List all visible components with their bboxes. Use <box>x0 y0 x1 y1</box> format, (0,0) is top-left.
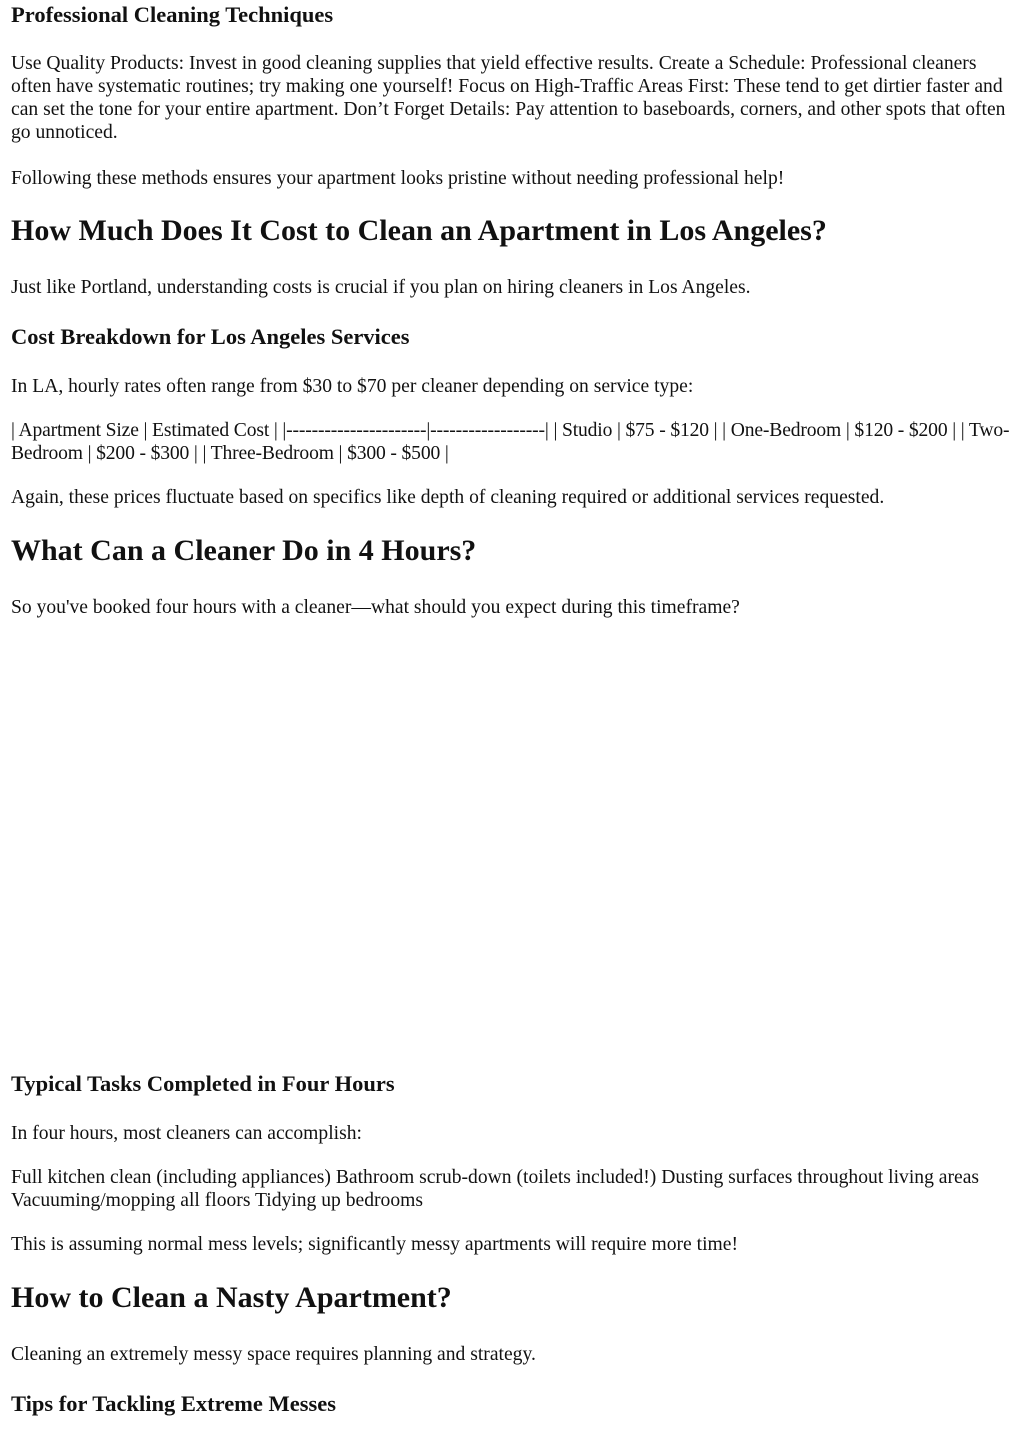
heading-cost-breakdown: Cost Breakdown for Los Angeles Services <box>11 324 410 349</box>
paragraph-assuming: This is assuming normal mess levels; significantly messy apartments will require more time! <box>11 1234 739 1255</box>
paragraph-again: Again, these prices fluctuate based on specifics like depth of cleaning required or additional services requested. <box>11 487 885 508</box>
paragraph-task-list: Full kitchen clean (including appliances) Bathroom scrub-down (toilets included!) Dusting surfaces throughout living areas Vacuuming/mopping all floors Tidying up bedrooms <box>11 1167 980 1211</box>
paragraph-extreme-mess: Cleaning an extremely messy space requires planning and strategy. <box>11 1344 536 1365</box>
paragraph-following: Following these methods ensures your apartment looks pristine without needing professional help! <box>11 168 785 189</box>
heading-four-hours: What Can a Cleaner Do in 4 Hours? <box>11 534 477 567</box>
paragraph-in-four-hours: In four hours, most cleaners can accomplish: <box>11 1123 362 1144</box>
paragraph-hourly-rates: In LA, hourly rates often range from $30 to $70 per cleaner depending on service type: <box>11 376 694 397</box>
heading-professional-cleaning-techniques: Professional Cleaning Techniques <box>11 2 334 27</box>
paragraph-portland: Just like Portland, understanding costs is crucial if you plan on hiring cleaners in Los Angeles. <box>11 277 751 298</box>
paragraph-techniques: Use Quality Products: Invest in good cleaning supplies that yield effective results. Create a Schedule: Professional cleaners often have systematic routines; try making one yourself! Focus on High-Traffic Areas First: These tend to get dirtier faster and can set the tone for your entire apartment. Don’t Forget Details: Pay attention to baseboards, corners, and other spots that often go unnoticed. <box>11 53 1006 143</box>
paragraph-booked: So you've booked four hours with a cleaner—what should you expect during this timeframe? <box>11 597 740 618</box>
heading-nasty-apartment: How to Clean a Nasty Apartment? <box>11 1281 452 1314</box>
heading-cost-los-angeles: How Much Does It Cost to Clean an Apartment in Los Angeles? <box>11 214 827 247</box>
paragraph-cost-table-raw: | Apartment Size | Estimated Cost | |----------------------|------------------| | Studio | $75 - $120 | | One-Bedroom | $120 - $200 | | Two-Bedroom | $200 - $300 | | Three-Bedroom | $300 - $500 | <box>11 420 1010 464</box>
heading-typical-tasks: Typical Tasks Completed in Four Hours <box>11 1071 395 1096</box>
heading-tips-extreme-messes: Tips for Tackling Extreme Messes <box>11 1391 337 1416</box>
